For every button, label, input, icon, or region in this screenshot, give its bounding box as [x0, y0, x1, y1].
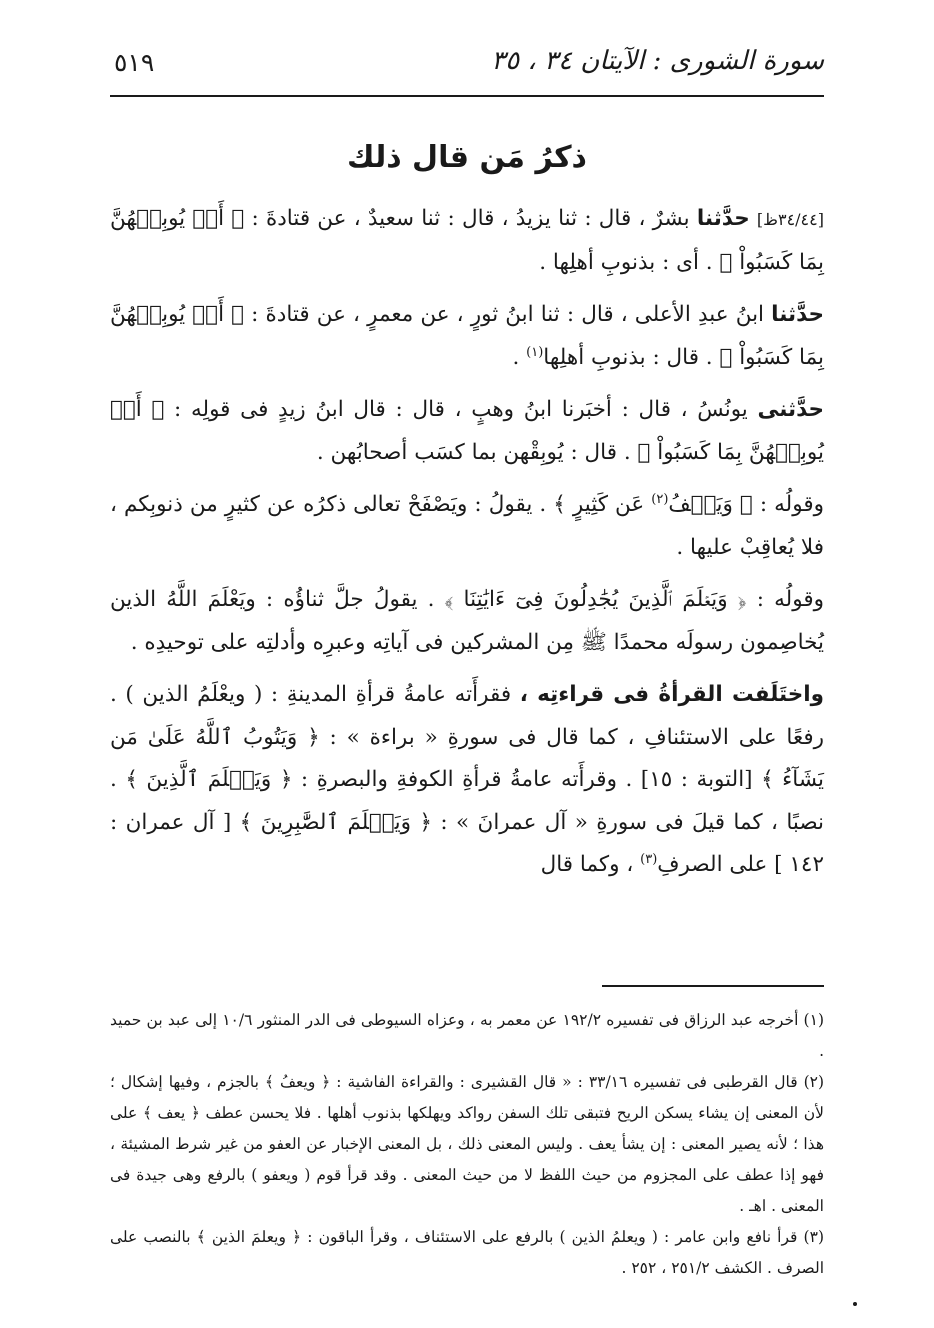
paragraph-pre: وقولُه : ﴿ وَيَعۡفُ — [668, 492, 824, 517]
narration-lead: حدَّثنى — [757, 397, 824, 422]
narration-lead: واختَلَفت القرأةُ فى قراءتِه ، — [519, 682, 825, 707]
footnote-marker: (٣) — [640, 851, 658, 867]
section-heading: ذكرُ مَن قال ذلك — [347, 140, 587, 175]
header-rule — [110, 95, 824, 97]
paragraph-text: وقولُه : ﴿ وَيَعۡلَمَ ٱلَّذِينَ يُجَٰدِلُونَ فِىٓ ءَايَٰتِنَا ﴾ . يقولُ جلَّ ثناؤُه : ويَعْلَمَ اللَّهُ الذين يُخاصِمون رسولَه محمدًا ﷺ مِن المشركين فى آياتِه وعبرِه وأدلتِه على توحيدِه . — [110, 587, 824, 655]
footnotes — [110, 1005, 824, 1284]
narration-lead: حدَّثنا — [771, 302, 824, 327]
paragraph-1 — [110, 198, 824, 284]
running-title: سورة الشورى : الآيتان ٣٤ ، ٣٥ — [491, 46, 824, 76]
paragraph-tail: . — [512, 344, 527, 370]
paragraph-text: يونُسُ ، قال : أخبَرنا ابنُ وهبٍ ، قال : قال ابنُ زيدٍ فى قولِه : ﴿ أَوۡ يُوبِقۡهُنَّ بِمَا كَسَبُواْ ﴾ . قال : يُوبِقْهن بما كسَب أصحابُهن . — [110, 397, 824, 465]
footnote-marker: (٢) — [651, 491, 669, 507]
paragraph-3 — [110, 389, 824, 474]
paragraph-4 — [110, 484, 824, 569]
paragraph-2 — [110, 294, 824, 379]
footnote-separator — [602, 985, 824, 987]
paragraph-6 — [110, 674, 824, 887]
paragraph-5 — [110, 579, 824, 664]
narration-lead: حدَّثنا — [696, 206, 750, 231]
paragraph-text: ابنُ عبدِ الأعلى ، قال : ثنا ابنُ ثورٍ ، عن معمرٍ ، عن قتادةَ : ﴿ أَوۡ يُوبِقۡهُنَّ بِمَا كَسَبُواْ ﴾ . قال : بذنوبِ أهلِها — [110, 302, 824, 370]
print-dot — [853, 1302, 857, 1306]
manuscript-reference: [٣٤/٤٤ظ] — [756, 210, 824, 229]
footnote-2: (٢) قال القرطبى فى تفسيره ٣٣/١٦ : « قال القشيرى : والقراءة الفاشية : ﴿ ويعفُ ﴾ بالجزم ، وفيها إشكال ؛ لأن المعنى إن يشاء يسكن الريح فتبقى تلك السفن رواكد ويهلكها بذنوب أهلها . فلا يحسن عطف ﴿ يعف ﴾ على هذا ؛ لأنه يصير المعنى : إن يشأ يعف . وليس المعنى ذلك ، بل المعنى الإخبار عن العفو من غير شرط المشيئة ، فهو إذا عطف على المجزوم من حيث اللفظ لا من حيث المعنى . وقد قرأ قوم ( ويعفو ) بالرفع وهى جيدة فى المعنى . اهـ . — [110, 1073, 825, 1215]
body-text — [110, 198, 824, 887]
page-header — [110, 40, 824, 90]
page-number: ٥١٩ — [114, 48, 155, 77]
footnote-1: (١) أخرجه عبد الرزاق فى تفسيره ١٩٢/٢ عن معمر به ، وعزاه السيوطى فى الدر المنثور ١٠/٦ إلى عبد بن حميد . — [110, 1011, 824, 1060]
paragraph-text: فقرأَته عامةُ قرأةِ المدينةِ : ( ويعْلَمُ الذين ) . رفعًا على الاستئنافِ ، كما قال فى سورةِ « براءة » : ﴿ وَيَتُوبُ ٱللَّهُ عَلَىٰ مَن يَشَآءُ ﴾ [التوبة : ١٥] . وقرأَته عامةُ قرأةِ الكوفةِ والبصرةِ : ﴿ وَيَعۡلَمَ ٱلَّذِينَ ﴾ . نصبًا ، كما قيلَ فى سورةِ « آل عمرانَ » : ﴿ وَيَعۡلَمَ ٱلصَّٰبِرِينَ ﴾ [ آل عمران : ١٤٢ ] على الصرفِ — [110, 682, 824, 877]
paragraph-text: بشرٌ ، قال : ثنا يزيدُ ، قال : ثنا سعيدٌ ، عن قتادةَ : ﴿ أَوۡ يُوبِقۡهُنَّ بِمَا كَسَبُواْ ﴾ . أى : بذنوبِ أهلِها . — [110, 206, 824, 275]
paragraph-tail: ، وكما قال — [540, 852, 641, 877]
footnote-3: (٣) قرأ نافع وابن عامر : ( ويعلمُ الذين ) بالرفع على الاستئناف ، وقرأ الباقون : ﴿ ويعلمَ الذين ﴾ بالنصب على الصرف . الكشف ٢٥١/٢ ، ٢٥٢ . — [110, 1228, 824, 1277]
footnote-marker: (١) — [526, 344, 544, 360]
paragraph-text: عَن كَثِيرٍ ﴾ . يقولُ : ويَصْفَحْ تعالى ذكرُه عن كثيرٍ من ذنوبِكم ، فلا يُعاقِبْ عليها . — [110, 492, 824, 560]
